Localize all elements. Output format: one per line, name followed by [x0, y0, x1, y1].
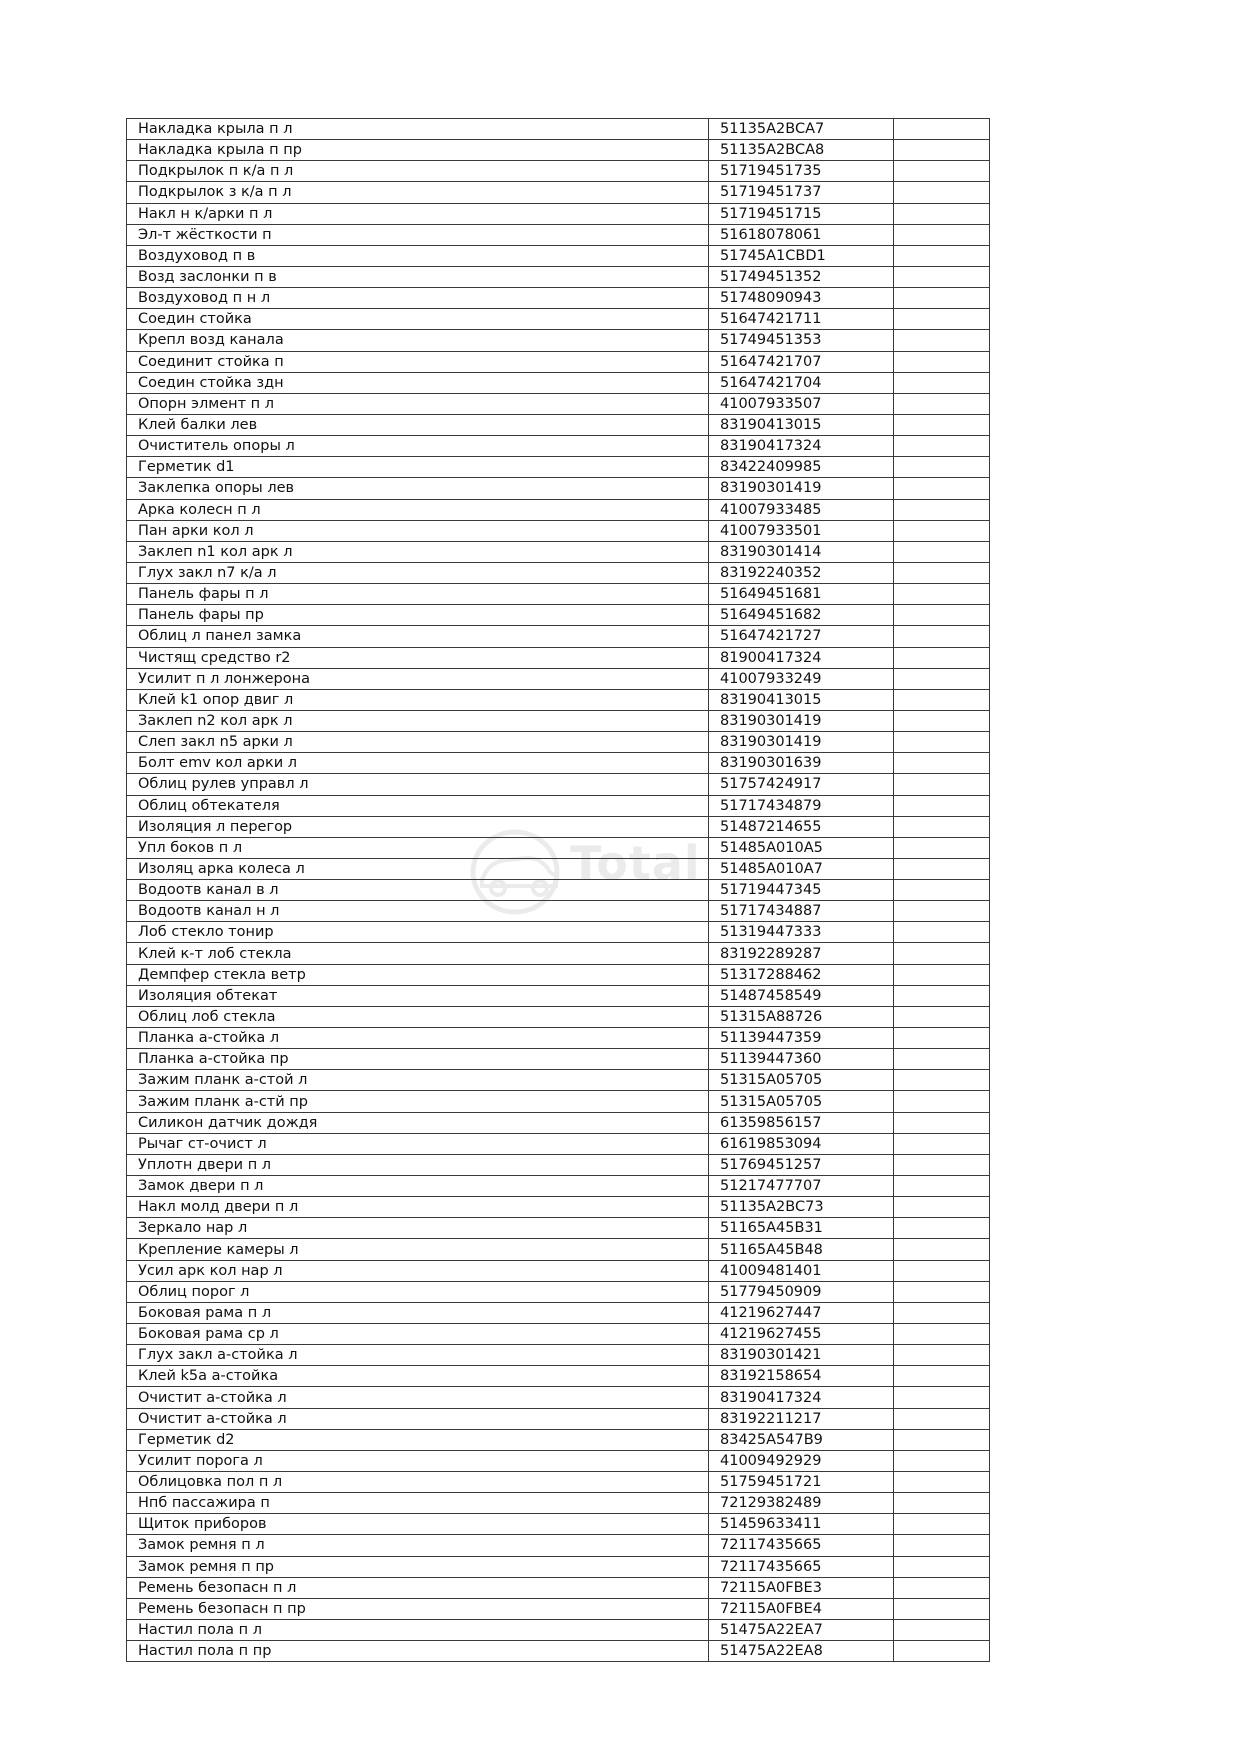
table-row: [127, 858, 990, 879]
part-number-cell: 41007933249: [709, 668, 894, 689]
table-row: [127, 668, 990, 689]
part-name-cell: Воздуховод п в: [127, 245, 709, 266]
part-name-cell: Подкрылок з к/а п л: [127, 182, 709, 203]
part-number-cell: 83190413015: [709, 689, 894, 710]
part-number-cell: 51315A05705: [709, 1091, 894, 1112]
part-number-cell: 51647421704: [709, 372, 894, 393]
empty-cell: [894, 520, 990, 541]
part-number-cell: 83190413015: [709, 414, 894, 435]
part-name-cell: Замок ремня п пр: [127, 1556, 709, 1577]
empty-cell: [894, 1619, 990, 1640]
table-row: [127, 1514, 990, 1535]
part-number-cell: 51475A22EA7: [709, 1619, 894, 1640]
table-row: [127, 351, 990, 372]
part-name-cell: Замок ремня п л: [127, 1535, 709, 1556]
empty-cell: [894, 1324, 990, 1345]
part-name-cell: Соединит стойка п: [127, 351, 709, 372]
part-name-cell: Соедин стойка здн: [127, 372, 709, 393]
empty-cell: [894, 1006, 990, 1027]
table-row: [127, 774, 990, 795]
part-name-cell: Пан арки кол л: [127, 520, 709, 541]
table-row: [127, 1176, 990, 1197]
table-row: [127, 1218, 990, 1239]
part-number-cell: 51315A88726: [709, 1006, 894, 1027]
watermark-text: Total: [570, 836, 701, 890]
part-name-cell: Клей балки лев: [127, 414, 709, 435]
table-row: [127, 1281, 990, 1302]
part-name-cell: Ремень безопасн п пр: [127, 1598, 709, 1619]
part-name-cell: Воздуховод п н л: [127, 288, 709, 309]
part-number-cell: 41009492929: [709, 1450, 894, 1471]
empty-cell: [894, 1281, 990, 1302]
empty-cell: [894, 858, 990, 879]
table-row: [127, 1493, 990, 1514]
table-row: [127, 1577, 990, 1598]
table-row: [127, 964, 990, 985]
part-number-cell: 51779450909: [709, 1281, 894, 1302]
empty-cell: [894, 1091, 990, 1112]
empty-cell: [894, 140, 990, 161]
empty-cell: [894, 626, 990, 647]
part-name-cell: Заклеп n1 кол арк л: [127, 541, 709, 562]
part-number-cell: 61359856157: [709, 1112, 894, 1133]
table-row: [127, 584, 990, 605]
part-number-cell: 51647421711: [709, 309, 894, 330]
part-name-cell: Нпб пассажира п: [127, 1493, 709, 1514]
table-row: [127, 1070, 990, 1091]
empty-cell: [894, 647, 990, 668]
part-number-cell: 51135A2BC73: [709, 1197, 894, 1218]
part-name-cell: Боковая рама ср л: [127, 1324, 709, 1345]
table-row: [127, 1598, 990, 1619]
table-row: [127, 1049, 990, 1070]
empty-cell: [894, 605, 990, 626]
part-name-cell: Клей k5a а-стойка: [127, 1366, 709, 1387]
part-name-cell: Рычаг ст-очист л: [127, 1133, 709, 1154]
table-row: [127, 689, 990, 710]
empty-cell: [894, 1472, 990, 1493]
part-name-cell: Очиститель опоры л: [127, 436, 709, 457]
table-row: [127, 309, 990, 330]
table-row: [127, 816, 990, 837]
table-row: [127, 140, 990, 161]
table-row: [127, 880, 990, 901]
part-number-cell: 83190417324: [709, 436, 894, 457]
empty-cell: [894, 351, 990, 372]
part-name-cell: Заклеп n2 кол арк л: [127, 710, 709, 731]
table-row: [127, 1302, 990, 1323]
empty-cell: [894, 795, 990, 816]
parts-table: [126, 118, 990, 1662]
part-number-cell: 83190301639: [709, 753, 894, 774]
part-name-cell: Возд заслонки п в: [127, 266, 709, 287]
table-row: [127, 478, 990, 499]
part-name-cell: Панель фары пр: [127, 605, 709, 626]
part-name-cell: Силикон датчик дождя: [127, 1112, 709, 1133]
part-name-cell: Зажим планк а-стй пр: [127, 1091, 709, 1112]
part-number-cell: 83192240352: [709, 562, 894, 583]
part-name-cell: Демпфер стекла ветр: [127, 964, 709, 985]
part-name-cell: Ремень безопасн п л: [127, 1577, 709, 1598]
table-row: [127, 1450, 990, 1471]
part-name-cell: Подкрылок п к/а п л: [127, 161, 709, 182]
empty-cell: [894, 1408, 990, 1429]
empty-cell: [894, 943, 990, 964]
table-row: [127, 753, 990, 774]
part-number-cell: 51649451681: [709, 584, 894, 605]
empty-cell: [894, 1260, 990, 1281]
table-row: [127, 1260, 990, 1281]
empty-cell: [894, 1577, 990, 1598]
table-row: [127, 795, 990, 816]
empty-cell: [894, 161, 990, 182]
empty-cell: [894, 837, 990, 858]
part-name-cell: Зеркало нар л: [127, 1218, 709, 1239]
part-number-cell: 51759451721: [709, 1472, 894, 1493]
table-row: [127, 499, 990, 520]
part-name-cell: Зажим планк а-стой л: [127, 1070, 709, 1091]
part-number-cell: 83192211217: [709, 1408, 894, 1429]
part-number-cell: 51217477707: [709, 1176, 894, 1197]
part-number-cell: 41219627455: [709, 1324, 894, 1345]
table-row: [127, 330, 990, 351]
part-number-cell: 51719447345: [709, 880, 894, 901]
table-row: [127, 203, 990, 224]
part-name-cell: Очистит а-стойка л: [127, 1408, 709, 1429]
table-row: [127, 837, 990, 858]
part-number-cell: 51719451735: [709, 161, 894, 182]
empty-cell: [894, 1154, 990, 1175]
part-number-cell: 51135A2BCA7: [709, 119, 894, 140]
empty-cell: [894, 1429, 990, 1450]
part-number-cell: 41007933507: [709, 393, 894, 414]
part-name-cell: Боковая рама п л: [127, 1302, 709, 1323]
part-number-cell: 51618078061: [709, 224, 894, 245]
table-row: [127, 372, 990, 393]
empty-cell: [894, 710, 990, 731]
table-row: [127, 1345, 990, 1366]
empty-cell: [894, 1556, 990, 1577]
part-name-cell: Глух закл n7 к/а л: [127, 562, 709, 583]
empty-cell: [894, 1641, 990, 1662]
part-name-cell: Клей k1 опор двиг л: [127, 689, 709, 710]
empty-cell: [894, 1070, 990, 1091]
empty-cell: [894, 182, 990, 203]
table-row: [127, 1091, 990, 1112]
part-number-cell: 51745A1CBD1: [709, 245, 894, 266]
part-number-cell: 72117435665: [709, 1535, 894, 1556]
table-row: [127, 1324, 990, 1345]
part-name-cell: Изоляц арка колеса л: [127, 858, 709, 879]
table-row: [127, 1429, 990, 1450]
part-number-cell: 51317288462: [709, 964, 894, 985]
table-row: [127, 245, 990, 266]
part-number-cell: 51139447360: [709, 1049, 894, 1070]
table-row: [127, 922, 990, 943]
empty-cell: [894, 1598, 990, 1619]
table-row: [127, 710, 990, 731]
table-row: [127, 1641, 990, 1662]
part-number-cell: 51165A45B31: [709, 1218, 894, 1239]
empty-cell: [894, 1049, 990, 1070]
part-number-cell: 51487214655: [709, 816, 894, 837]
empty-cell: [894, 668, 990, 689]
part-name-cell: Слеп закл n5 арки л: [127, 732, 709, 753]
part-number-cell: 51647421727: [709, 626, 894, 647]
part-name-cell: Соедин стойка: [127, 309, 709, 330]
part-name-cell: Арка колесн п л: [127, 499, 709, 520]
part-number-cell: 51647421707: [709, 351, 894, 372]
part-name-cell: Планка а-стойка пр: [127, 1049, 709, 1070]
part-name-cell: Облиц порог л: [127, 1281, 709, 1302]
part-number-cell: 83190301419: [709, 710, 894, 731]
empty-cell: [894, 309, 990, 330]
empty-cell: [894, 266, 990, 287]
part-number-cell: 41009481401: [709, 1260, 894, 1281]
part-name-cell: Лоб стекло тонир: [127, 922, 709, 943]
part-name-cell: Крепл возд канала: [127, 330, 709, 351]
table-row: [127, 1133, 990, 1154]
table-row: [127, 985, 990, 1006]
empty-cell: [894, 1450, 990, 1471]
empty-cell: [894, 245, 990, 266]
part-number-cell: 51165A45B48: [709, 1239, 894, 1260]
table-row: [127, 1006, 990, 1027]
empty-cell: [894, 985, 990, 1006]
part-number-cell: 51135A2BCA8: [709, 140, 894, 161]
part-number-cell: 61619853094: [709, 1133, 894, 1154]
part-number-cell: 83422409985: [709, 457, 894, 478]
empty-cell: [894, 1133, 990, 1154]
table-row: [127, 541, 990, 562]
part-number-cell: 83190301414: [709, 541, 894, 562]
part-name-cell: Облицовка пол п л: [127, 1472, 709, 1493]
empty-cell: [894, 436, 990, 457]
part-name-cell: Панель фары п л: [127, 584, 709, 605]
table-row: [127, 1408, 990, 1429]
empty-cell: [894, 499, 990, 520]
part-number-cell: 72115A0FBE4: [709, 1598, 894, 1619]
part-number-cell: 51748090943: [709, 288, 894, 309]
part-number-cell: 51485A010A5: [709, 837, 894, 858]
part-name-cell: Герметик d1: [127, 457, 709, 478]
table-row: [127, 901, 990, 922]
part-name-cell: Глух закл а-стойка л: [127, 1345, 709, 1366]
part-number-cell: 51139447359: [709, 1028, 894, 1049]
table-row: [127, 119, 990, 140]
part-number-cell: 51485A010A7: [709, 858, 894, 879]
part-number-cell: 51749451352: [709, 266, 894, 287]
empty-cell: [894, 774, 990, 795]
part-name-cell: Болт emv кол арки л: [127, 753, 709, 774]
part-number-cell: 83190301419: [709, 732, 894, 753]
table-row: [127, 1556, 990, 1577]
part-name-cell: Изоляция л перегор: [127, 816, 709, 837]
empty-cell: [894, 1176, 990, 1197]
table-row: [127, 182, 990, 203]
part-number-cell: 83190301421: [709, 1345, 894, 1366]
empty-cell: [894, 1345, 990, 1366]
table-row: [127, 393, 990, 414]
table-row: [127, 520, 990, 541]
part-name-cell: Водоотв канал в л: [127, 880, 709, 901]
part-name-cell: Облиц лоб стекла: [127, 1006, 709, 1027]
table-row: [127, 1387, 990, 1408]
empty-cell: [894, 372, 990, 393]
empty-cell: [894, 224, 990, 245]
table-row: [127, 732, 990, 753]
part-number-cell: 83190417324: [709, 1387, 894, 1408]
empty-cell: [894, 732, 990, 753]
part-number-cell: 51649451682: [709, 605, 894, 626]
empty-cell: [894, 1514, 990, 1535]
part-number-cell: 51475A22EA8: [709, 1641, 894, 1662]
part-number-cell: 51315A05705: [709, 1070, 894, 1091]
part-number-cell: 72129382489: [709, 1493, 894, 1514]
empty-cell: [894, 584, 990, 605]
part-number-cell: 51719451715: [709, 203, 894, 224]
empty-cell: [894, 1387, 990, 1408]
part-number-cell: 51717434879: [709, 795, 894, 816]
part-name-cell: Очистит а-стойка л: [127, 1387, 709, 1408]
part-name-cell: Накладка крыла п пр: [127, 140, 709, 161]
part-number-cell: 83425A547B9: [709, 1429, 894, 1450]
part-name-cell: Чистящ средство r2: [127, 647, 709, 668]
table-row: [127, 1154, 990, 1175]
table-row: [127, 288, 990, 309]
empty-cell: [894, 288, 990, 309]
table-row: [127, 414, 990, 435]
part-number-cell: 51757424917: [709, 774, 894, 795]
part-name-cell: Уплотн двери п л: [127, 1154, 709, 1175]
empty-cell: [894, 541, 990, 562]
part-number-cell: 72117435665: [709, 1556, 894, 1577]
empty-cell: [894, 1302, 990, 1323]
empty-cell: [894, 393, 990, 414]
table-row: [127, 161, 990, 182]
part-name-cell: Усил арк кол нар л: [127, 1260, 709, 1281]
table-row: [127, 1535, 990, 1556]
part-number-cell: 83190301419: [709, 478, 894, 499]
table-row: [127, 224, 990, 245]
part-name-cell: Накл молд двери п л: [127, 1197, 709, 1218]
part-name-cell: Настил пола п пр: [127, 1641, 709, 1662]
empty-cell: [894, 816, 990, 837]
table-row: [127, 1028, 990, 1049]
empty-cell: [894, 1493, 990, 1514]
part-number-cell: 51459633411: [709, 1514, 894, 1535]
part-number-cell: 41219627447: [709, 1302, 894, 1323]
part-name-cell: Настил пола п л: [127, 1619, 709, 1640]
table-row: [127, 605, 990, 626]
parts-table-body: [127, 119, 990, 1662]
empty-cell: [894, 1535, 990, 1556]
empty-cell: [894, 753, 990, 774]
table-row: [127, 647, 990, 668]
part-number-cell: 81900417324: [709, 647, 894, 668]
empty-cell: [894, 330, 990, 351]
part-name-cell: Опорн элмент п л: [127, 393, 709, 414]
table-row: [127, 436, 990, 457]
part-number-cell: 41007933501: [709, 520, 894, 541]
empty-cell: [894, 1028, 990, 1049]
table-row: [127, 1197, 990, 1218]
part-name-cell: Облиц рулев управл л: [127, 774, 709, 795]
part-number-cell: 83192158654: [709, 1366, 894, 1387]
empty-cell: [894, 922, 990, 943]
part-name-cell: Упл боков п л: [127, 837, 709, 858]
part-number-cell: 41007933485: [709, 499, 894, 520]
empty-cell: [894, 562, 990, 583]
part-name-cell: Накл н к/арки п л: [127, 203, 709, 224]
table-row: [127, 1112, 990, 1133]
table-row: [127, 1472, 990, 1493]
part-name-cell: Клей к-т лоб стекла: [127, 943, 709, 964]
empty-cell: [894, 414, 990, 435]
table-row: [127, 562, 990, 583]
table-row: [127, 457, 990, 478]
empty-cell: [894, 1112, 990, 1133]
part-name-cell: Планка а-стойка л: [127, 1028, 709, 1049]
part-name-cell: Щиток приборов: [127, 1514, 709, 1535]
empty-cell: [894, 119, 990, 140]
part-number-cell: 51749451353: [709, 330, 894, 351]
part-name-cell: Усилит порога л: [127, 1450, 709, 1471]
empty-cell: [894, 203, 990, 224]
part-name-cell: Накладка крыла п л: [127, 119, 709, 140]
empty-cell: [894, 1218, 990, 1239]
table-row: [127, 1366, 990, 1387]
part-number-cell: 51319447333: [709, 922, 894, 943]
empty-cell: [894, 880, 990, 901]
empty-cell: [894, 1366, 990, 1387]
part-number-cell: 83192289287: [709, 943, 894, 964]
part-name-cell: Заклепка опоры лев: [127, 478, 709, 499]
part-number-cell: 51487458549: [709, 985, 894, 1006]
empty-cell: [894, 457, 990, 478]
part-number-cell: 72115A0FBE3: [709, 1577, 894, 1598]
empty-cell: [894, 478, 990, 499]
part-number-cell: 51769451257: [709, 1154, 894, 1175]
table-row: [127, 1239, 990, 1260]
part-name-cell: Облиц л панел замка: [127, 626, 709, 647]
part-number-cell: 51717434887: [709, 901, 894, 922]
part-name-cell: Замок двери п л: [127, 1176, 709, 1197]
part-name-cell: Крепление камеры л: [127, 1239, 709, 1260]
part-number-cell: 51719451737: [709, 182, 894, 203]
empty-cell: [894, 689, 990, 710]
empty-cell: [894, 901, 990, 922]
part-name-cell: Усилит п л лонжерона: [127, 668, 709, 689]
table-row: [127, 626, 990, 647]
part-name-cell: Водоотв канал н л: [127, 901, 709, 922]
empty-cell: [894, 1239, 990, 1260]
part-name-cell: Изоляция обтекат: [127, 985, 709, 1006]
empty-cell: [894, 964, 990, 985]
part-name-cell: Герметик d2: [127, 1429, 709, 1450]
table-row: [127, 943, 990, 964]
empty-cell: [894, 1197, 990, 1218]
part-name-cell: Облиц обтекателя: [127, 795, 709, 816]
table-row: [127, 266, 990, 287]
part-name-cell: Эл-т жёсткости п: [127, 224, 709, 245]
table-row: [127, 1619, 990, 1640]
